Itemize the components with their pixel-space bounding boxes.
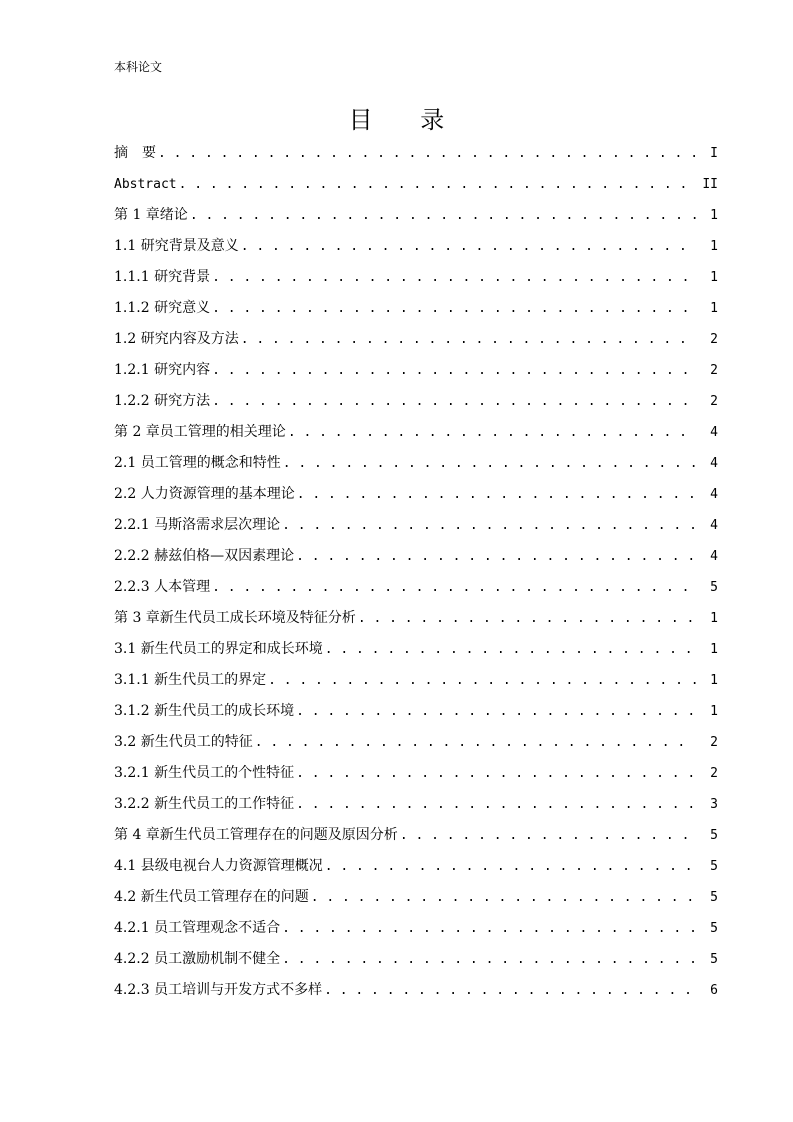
- toc-entry[interactable]: [114, 169, 718, 200]
- toc-entry[interactable]: [114, 324, 718, 355]
- toc-dot-leader: [282, 913, 696, 944]
- toc-dot-leader: [297, 479, 696, 510]
- toc-entry-page: 2: [710, 735, 718, 750]
- toc-entry[interactable]: [114, 603, 718, 634]
- toc-entry-label: Abstract: [114, 177, 177, 192]
- toc-dot-leader: [296, 758, 696, 789]
- toc-entry-page: 3: [710, 797, 718, 812]
- toc-entry-label: 3.2.1 新生代员工的个性特征: [114, 765, 295, 781]
- toc-dot-leader: [212, 386, 696, 417]
- toc-entry-label: 第 3 章新生代员工成长环境及特征分析: [114, 610, 356, 626]
- toc-entry[interactable]: [114, 138, 718, 169]
- toc-entry-page: 4: [710, 518, 718, 533]
- running-header: 本科论文: [114, 60, 163, 74]
- toc-entry-label: 第 4 章新生代员工管理存在的问题及原因分析: [114, 827, 398, 843]
- toc-entry-label: 3.2 新生代员工的特征: [114, 734, 253, 750]
- toc-entry-label: 2.2.3 人本管理: [114, 579, 211, 595]
- toc-entry[interactable]: [114, 944, 718, 975]
- toc-entry[interactable]: [114, 200, 718, 231]
- toc-entry[interactable]: [114, 386, 718, 417]
- toc-dot-leader: [212, 355, 696, 386]
- toc-entry[interactable]: [114, 541, 718, 572]
- toc-entry[interactable]: [114, 820, 718, 851]
- toc-entry-label: 2.2.2 赫兹伯格—双因素理论: [114, 548, 295, 564]
- toc-dot-leader: [288, 417, 696, 448]
- toc-entry[interactable]: [114, 262, 718, 293]
- toc-entry-label: 1.2 研究内容及方法: [114, 331, 239, 347]
- toc-entry[interactable]: [114, 851, 718, 882]
- toc-entry-page: 1: [710, 239, 718, 254]
- toc-entry-page: 2: [710, 363, 718, 378]
- toc-dot-leader: [358, 603, 696, 634]
- toc-entry-page: 1: [710, 704, 718, 719]
- toc-dot-leader: [324, 975, 696, 1006]
- toc-entry-label: 3.2.2 新生代员工的工作特征: [114, 796, 295, 812]
- toc-entry-page: 4: [710, 549, 718, 564]
- toc-entry[interactable]: [114, 975, 718, 1006]
- toc-dot-leader: [282, 510, 696, 541]
- toc-entry[interactable]: [114, 417, 718, 448]
- toc-dot-leader: [311, 882, 696, 913]
- toc-entry-page: 1: [710, 642, 718, 657]
- toc-entry-page: 5: [710, 828, 718, 843]
- toc-dot-leader: [212, 293, 696, 324]
- toc-dot-leader: [241, 231, 696, 262]
- toc-entry-label: 1.2.2 研究方法: [114, 393, 211, 409]
- toc-entry-page: 5: [710, 580, 718, 595]
- toc-entry-page: 4: [710, 487, 718, 502]
- toc-dot-leader: [212, 572, 696, 603]
- toc-entry[interactable]: [114, 913, 718, 944]
- toc-dot-leader: [282, 944, 696, 975]
- toc-entry-page: 4: [710, 456, 718, 471]
- toc-entry-page: 6: [710, 983, 718, 998]
- toc-entry-page: 1: [710, 270, 718, 285]
- toc-entry-label: 2.2 人力资源管理的基本理论: [114, 486, 295, 502]
- toc-entry[interactable]: [114, 665, 718, 696]
- toc-dot-leader: [283, 448, 696, 479]
- toc-entry-page: 2: [710, 332, 718, 347]
- toc-dot-leader: [325, 851, 696, 882]
- toc-dot-leader: [400, 820, 696, 851]
- toc-entry-label: 1.1.2 研究意义: [114, 300, 211, 316]
- toc-entry-label: 3.1.1 新生代员工的界定: [114, 672, 267, 688]
- toc-entry[interactable]: [114, 231, 718, 262]
- toc-entry-label: 摘 要: [114, 145, 156, 161]
- page-title: 目 录: [348, 106, 465, 134]
- toc-entry-page: 5: [710, 952, 718, 967]
- toc-dot-leader: [268, 665, 696, 696]
- toc-entry-label: 4.2.1 员工管理观念不适合: [114, 920, 281, 936]
- toc-entry-label: 2.1 员工管理的概念和特性: [114, 455, 281, 471]
- toc-entry-page: 5: [710, 921, 718, 936]
- toc-entry-label: 3.1.2 新生代员工的成长环境: [114, 703, 295, 719]
- toc-dot-leader: [255, 727, 696, 758]
- toc-entry-page: 1: [710, 301, 718, 316]
- toc-entry[interactable]: [114, 448, 718, 479]
- toc-entry[interactable]: [114, 727, 718, 758]
- toc-entry-page: 1: [710, 673, 718, 688]
- toc-dot-leader: [325, 634, 696, 665]
- toc-entry-label: 4.2 新生代员工管理存在的问题: [114, 889, 309, 905]
- toc-entry-page: II: [702, 177, 718, 192]
- toc-entry-label: 第 2 章员工管理的相关理论: [114, 424, 286, 440]
- toc-entry-page: 2: [710, 766, 718, 781]
- toc-dot-leader: [296, 789, 696, 820]
- toc-entry-page: 1: [710, 611, 718, 626]
- toc-entry-label: 4.2.2 员工激励机制不健全: [114, 951, 281, 967]
- toc-entry[interactable]: [114, 479, 718, 510]
- toc-entry[interactable]: [114, 634, 718, 665]
- toc-entry-page: 1: [710, 208, 718, 223]
- toc-dot-leader: [296, 696, 696, 727]
- toc-entry-page: 4: [710, 425, 718, 440]
- toc-entry-label: 4.2.3 员工培训与开发方式不多样: [114, 982, 323, 998]
- toc-entry-page: 5: [710, 890, 718, 905]
- toc-entry[interactable]: [114, 510, 718, 541]
- toc-entry-label: 1.1 研究背景及意义: [114, 238, 239, 254]
- toc-dot-leader: [296, 541, 696, 572]
- toc-dot-leader: [212, 262, 696, 293]
- toc-entry-page: I: [710, 146, 718, 161]
- toc-dot-leader: [190, 200, 696, 231]
- toc-entry-label: 1.2.1 研究内容: [114, 362, 211, 378]
- toc-entry-label: 第 1 章绪论: [114, 207, 188, 223]
- table-of-contents: [114, 138, 718, 1006]
- toc-entry-label: 2.2.1 马斯洛需求层次理论: [114, 517, 281, 533]
- toc-entry[interactable]: [114, 355, 718, 386]
- toc-entry-page: 2: [710, 394, 718, 409]
- toc-entry[interactable]: [114, 572, 718, 603]
- toc-entry[interactable]: [114, 696, 718, 727]
- toc-entry[interactable]: [114, 882, 718, 913]
- toc-dot-leader: [241, 324, 696, 355]
- toc-entry[interactable]: [114, 293, 718, 324]
- toc-entry[interactable]: [114, 789, 718, 820]
- toc-entry-label: 3.1 新生代员工的界定和成长环境: [114, 641, 323, 657]
- toc-entry[interactable]: [114, 758, 718, 789]
- toc-entry-label: 1.1.1 研究背景: [114, 269, 211, 285]
- toc-entry-page: 5: [710, 859, 718, 874]
- toc-entry-label: 4.1 县级电视台人力资源管理概况: [114, 858, 323, 874]
- toc-dot-leader: [158, 138, 696, 169]
- toc-dot-leader: [179, 169, 696, 200]
